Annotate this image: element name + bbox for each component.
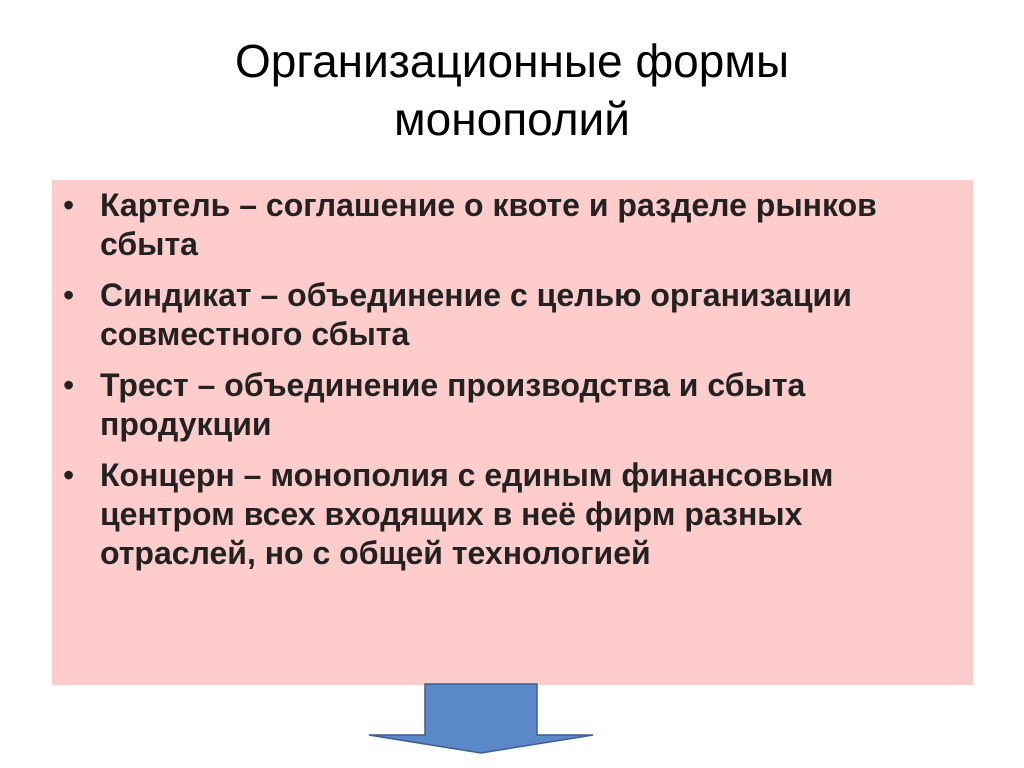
definitions-box (52, 180, 973, 685)
list-item-text: Картель – соглашение о квоте и разделе рынков сбыта (100, 187, 877, 262)
down-arrow-icon (367, 683, 595, 755)
list-item-text: Концерн – монополия с единым финансовым центром всех входящих в неё фирм разных отраслей, но с общей технологией (100, 457, 834, 571)
bullet-dot-icon: • (63, 367, 75, 403)
slide-title-line1: Организационные формы (234, 35, 790, 87)
bullet-dot-icon: • (63, 277, 75, 313)
list-item-cartel (52, 186, 973, 264)
down-arrow-shape (369, 684, 593, 753)
list-item-text: Синдикат – объединение с целью организации совместного сбыта (100, 277, 852, 352)
list-item-syndicate (52, 276, 973, 354)
bullet-dot-icon: • (63, 187, 75, 223)
list-item-concern (52, 456, 973, 573)
definitions-list (52, 186, 973, 585)
slide-title (0, 32, 1024, 148)
bullet-dot-icon: • (63, 457, 75, 493)
list-item-text: Трест – объединение производства и сбыта продукции (100, 367, 806, 442)
list-item-trust (52, 366, 973, 444)
slide-title-line2: монополий (394, 93, 630, 145)
